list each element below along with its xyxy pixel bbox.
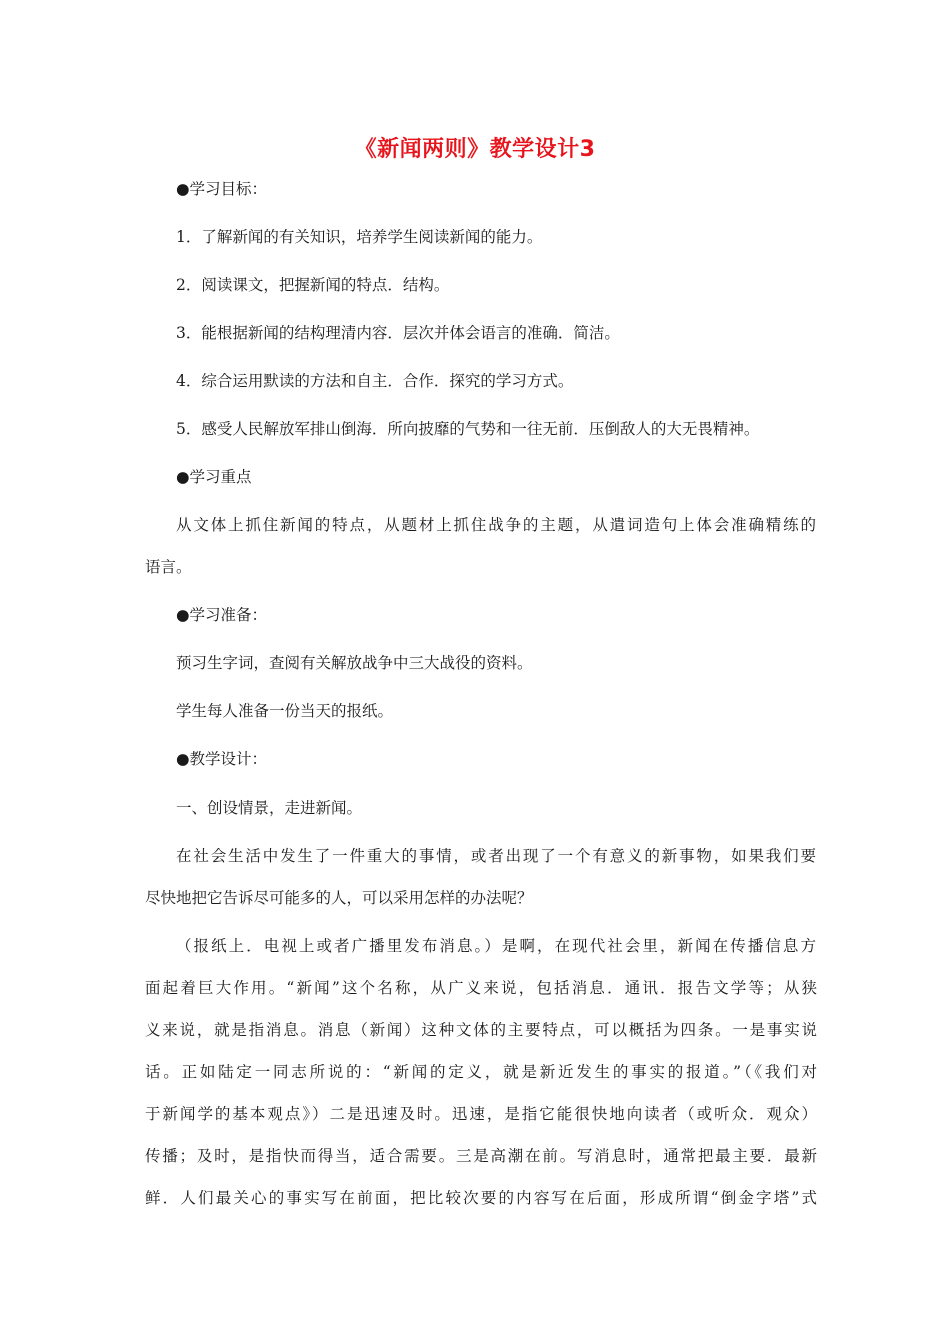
para1-line-1: 在社会生活中发生了一件重大的事情，或者出现了一个有意义的新事物，如果我们要: [176, 847, 816, 865]
goal-item-5: 5．感受人民解放军排山倒海．所向披靡的气势和一往无前．压倒敌人的大无畏精神。: [176, 420, 760, 438]
prep-item-2: 学生每人准备一份当天的报纸。: [176, 702, 394, 720]
document-title: 《新闻两则》教学设计3: [354, 137, 596, 162]
goals-heading: ●学习目标：: [176, 180, 268, 198]
goal-item-4: 4．综合运用默读的方法和自主．合作．探究的学习方式。: [176, 372, 574, 390]
focus-line-2: 语言。: [145, 558, 192, 576]
goal-item-2: 2．阅读课文，把握新闻的特点．结构。: [176, 276, 450, 294]
focus-line-1: 从文体上抓住新闻的特点，从题材上抓住战争的主题，从遣词造句上体会准确精练的: [176, 516, 816, 534]
goal-item-1: 1．了解新闻的有关知识，培养学生阅读新闻的能力。: [176, 228, 543, 246]
para2-line-3: 义来说，就是指消息。消息（新闻）这种文体的主要特点，可以概括为四条。一是事实说: [145, 1021, 817, 1039]
para1-line-2: 尽快地把它告诉尽可能多的人，可以采用怎样的办法呢？: [145, 889, 533, 907]
para2-line-7: 鲜．人们最关心的事实写在前面，把比较次要的内容写在后面，形成所谓“倒金字塔”式: [145, 1189, 817, 1207]
para2-line-5: 于新闻学的基本观点》）二是迅速及时。迅速，是指它能很快地向读者（或听众．观众）: [145, 1105, 817, 1123]
para2-line-1: （报纸上．电视上或者广播里发布消息。）是啊，在现代社会里，新闻在传播信息方: [176, 937, 816, 955]
prep-item-1: 预习生字词，查阅有关解放战争中三大战役的资料。: [176, 654, 533, 672]
para2-line-2: 面起着巨大作用。“新闻”这个名称，从广义来说，包括消息．通讯．报告文学等；从狭: [145, 979, 817, 997]
goal-item-3: 3．能根据新闻的结构理清内容．层次并体会语言的准确．简洁。: [176, 324, 620, 342]
para2-line-6: 传播；及时，是指快而得当，适合需要。三是高潮在前。写消息时，通常把最主要．最新: [145, 1147, 817, 1165]
para2-line-4: 话。正如陆定一同志所说的：“新闻的定义，就是新近发生的事实的报道。”（《我们对: [145, 1063, 817, 1081]
design-heading: ●教学设计：: [176, 750, 268, 768]
prep-heading: ●学习准备：: [176, 606, 268, 624]
focus-heading: ●学习重点: [176, 468, 252, 486]
design-step-1: 一、创设情景，走进新闻。: [176, 799, 363, 817]
